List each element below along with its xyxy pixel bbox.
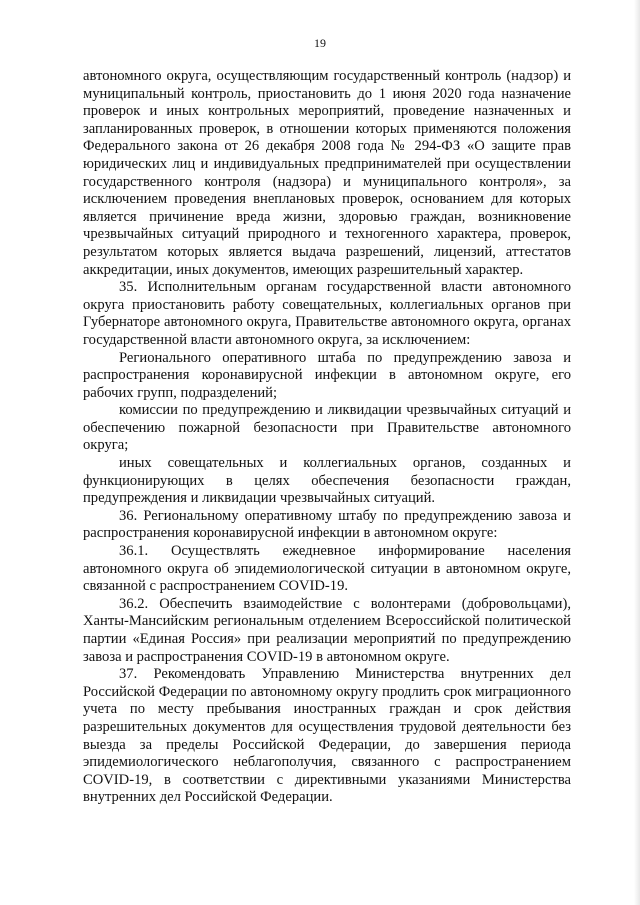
paragraph-36-1: 36.1. Осуществлять ежедневное информирование населения автономного округа об эпидемиологической ситуации в автономном округе, связанной с распространением COVID-19. [83, 543, 571, 595]
paragraph-37: 37. Рекомендовать Управлению Министерства внутренних дел Российской Федерации по автономному округу продлить срок миграционного учета по месту пребывания иностранных граждан и срок действия разрешительных документов для осуществления трудовой деятельности без выезда за пределы Российской Федерации, до завершения периода эпидемиологического неблагополучия, связанного с распространением COVID-19, в соответствии с директивными указаниями Министерства внутренних дел Российской Федерации. [83, 666, 571, 806]
page-edge [634, 0, 640, 905]
paragraph-35-other-bodies: иных совещательных и коллегиальных органов, созданных и функционирующих в целях обеспечения безопасности граждан, предупреждения и ликвидации чрезвычайных ситуаций. [83, 455, 571, 507]
paragraph-35-emergency-commission: комиссии по предупреждению и ликвидации чрезвычайных ситуаций и обеспечению пожарной безопасности при Правительстве автономного округа; [83, 402, 571, 454]
paragraph-35: 35. Исполнительным органам государственной власти автономного округа приостановить работу совещательных, коллегиальных органов при Губернаторе автономного округа, Правительстве автономного округа, органах государственной власти автономного округа, за исключением: [83, 279, 571, 348]
paragraph-continuation: автономного округа, осуществляющим государственный контроль (надзор) и муниципальный контроль, приостановить до 1 июня 2020 года назначение проверок и иных контрольных мероприятий, проведение назначенных и запланированных проверок, в отношении которых применяются положения Федерального закона от 26 декабря 2008 года № 294-ФЗ «О защите прав юридических лиц и индивидуальных предпринимателей при осуществлении государственного контроля (надзора) и муниципального контроля», за исключением проведения внеплановых проверок, основанием для которых является причинение вреда жизни, здоровью граждан, возникновение чрезвычайных ситуаций природного и техногенного характера, проверок, результатом которых является выдача разрешений, лицензий, аттестатов аккредитации, иных документов, имеющих разрешительный характер. [83, 68, 571, 278]
paragraph-36-2: 36.2. Обеспечить взаимодействие с волонтерами (добровольцами), Ханты-Мансийским региональным отделением Всероссийской политической партии «Единая Россия» при реализации мероприятий по предупреждению завоза и распространения COVID-19 в автономном округе. [83, 595, 571, 665]
page-number: 19 [314, 36, 326, 50]
paragraph-36: 36. Региональному оперативному штабу по предупреждению завоза и распространения коронавирусной инфекции в автономном округе: [83, 507, 571, 542]
paragraph-35-regional-headquarters: Регионального оперативного штаба по предупреждению завоза и распространения коронавирусной инфекции в автономном округе, его рабочих групп, подразделений; [83, 349, 571, 401]
document-body [83, 68, 571, 807]
